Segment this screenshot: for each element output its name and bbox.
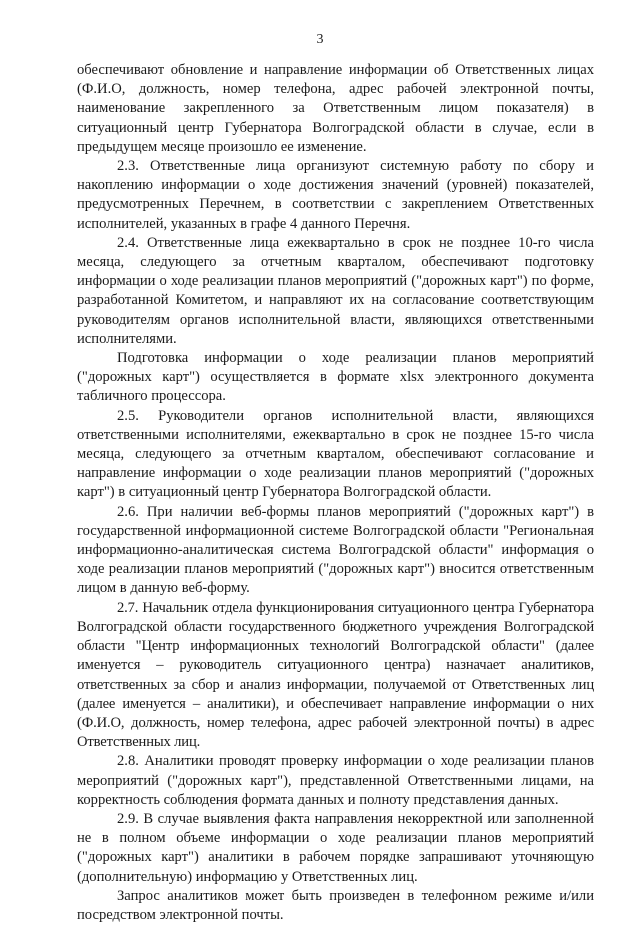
paragraph-continuation: обеспечивают обновление и направление информации об Ответственных лицах (Ф.И.О, должность, номер телефона, адрес рабочей электронной почты, наименование закрепленного за Ответственным лицом показателя) в ситуационный центр Губернатора Волгоградской области в случае, если в предыдущем месяце произошло ее изменение. [77,62,594,155]
page-number: 3 [316,32,324,47]
paragraph-2-3: 2.3. Ответственные лица организуют системную работу по сбору и накоплению информации о ходе достижения значений (уровней) показателей, предусмотренных Перечнем, в соответствии с закреплением Ответственных исполнителей, указанных в графе 4 данного Перечня. [77,158,594,232]
paragraph-2-4: 2.4. Ответственные лица ежеквартально в срок не позднее 10-го числа месяца, следующего за отчетным кварталом, обеспечивают подготовку информации о ходе реализации планов мероприятий ("дорожных карт") по форме, разработанной Комитетом, и направляют их на согласование соответствующим руководителям органов исполнительной власти, являющихся ответственными исполнителями. [77,234,594,347]
paragraph-2-9: 2.9. В случае выявления факта направления некорректной или заполненной не в полном объеме информации о ходе реализации планов мероприятий ("дорожных карт") аналитики в рабочем порядке запрашивают уточняющую (дополнительную) информацию у Ответственных лиц. [77,810,594,885]
paragraph-2-7: 2.7. Начальник отдела функционирования ситуационного центра Губернатора Волгоградской области государственного бюджетного учреждения Волгоградской области "Центр информационных технологий Волгоградской области" (далее именуется – руководитель ситуационного центра) назначает аналитиков, ответственных за сбор и анализ информации, получаемой от Ответственных лиц (далее именуется – аналитики), и обеспечивает направление информации о них (Ф.И.О, должность, номер телефона, адрес рабочей электронной почты) в адрес Ответственных лиц. [77,599,594,751]
document-body [77,61,594,925]
paragraph-2-8: 2.8. Аналитики проводят проверку информации о ходе реализации планов мероприятий ("дорожных карт"), представленной Ответственными лицами, на корректность соблюдения формата данных и полноту представления данных. [77,753,594,808]
paragraph-2-5: 2.5. Руководители органов исполнительной власти, являющихся ответственными исполнителями, ежеквартально в срок не позднее 15-го числа месяца, следующего за отчетным кварталом, обеспечивают согласование и направление информации о ходе реализации планов мероприятий ("дорожных карт") в ситуационный центр Губернатора Волгоградской области. [77,407,594,501]
paragraph-request: Запрос аналитиков может быть произведен в телефонном режиме и/или посредством электронной почты. [77,887,594,923]
paragraph-xlsx-format: Подготовка информации о ходе реализации планов мероприятий ("дорожных карт") осуществляется в формате xlsx электронного документа табличного процессора. [77,350,594,405]
paragraph-2-6: 2.6. При наличии веб-формы планов мероприятий ("дорожных карт") в государственной информационной системе Волгоградской области "Региональная информационно-аналитическая система Волгоградской области" информация о ходе реализации планов мероприятий ("дорожных карт") вносится ответственным лицом в данную веб-форму. [77,503,594,597]
